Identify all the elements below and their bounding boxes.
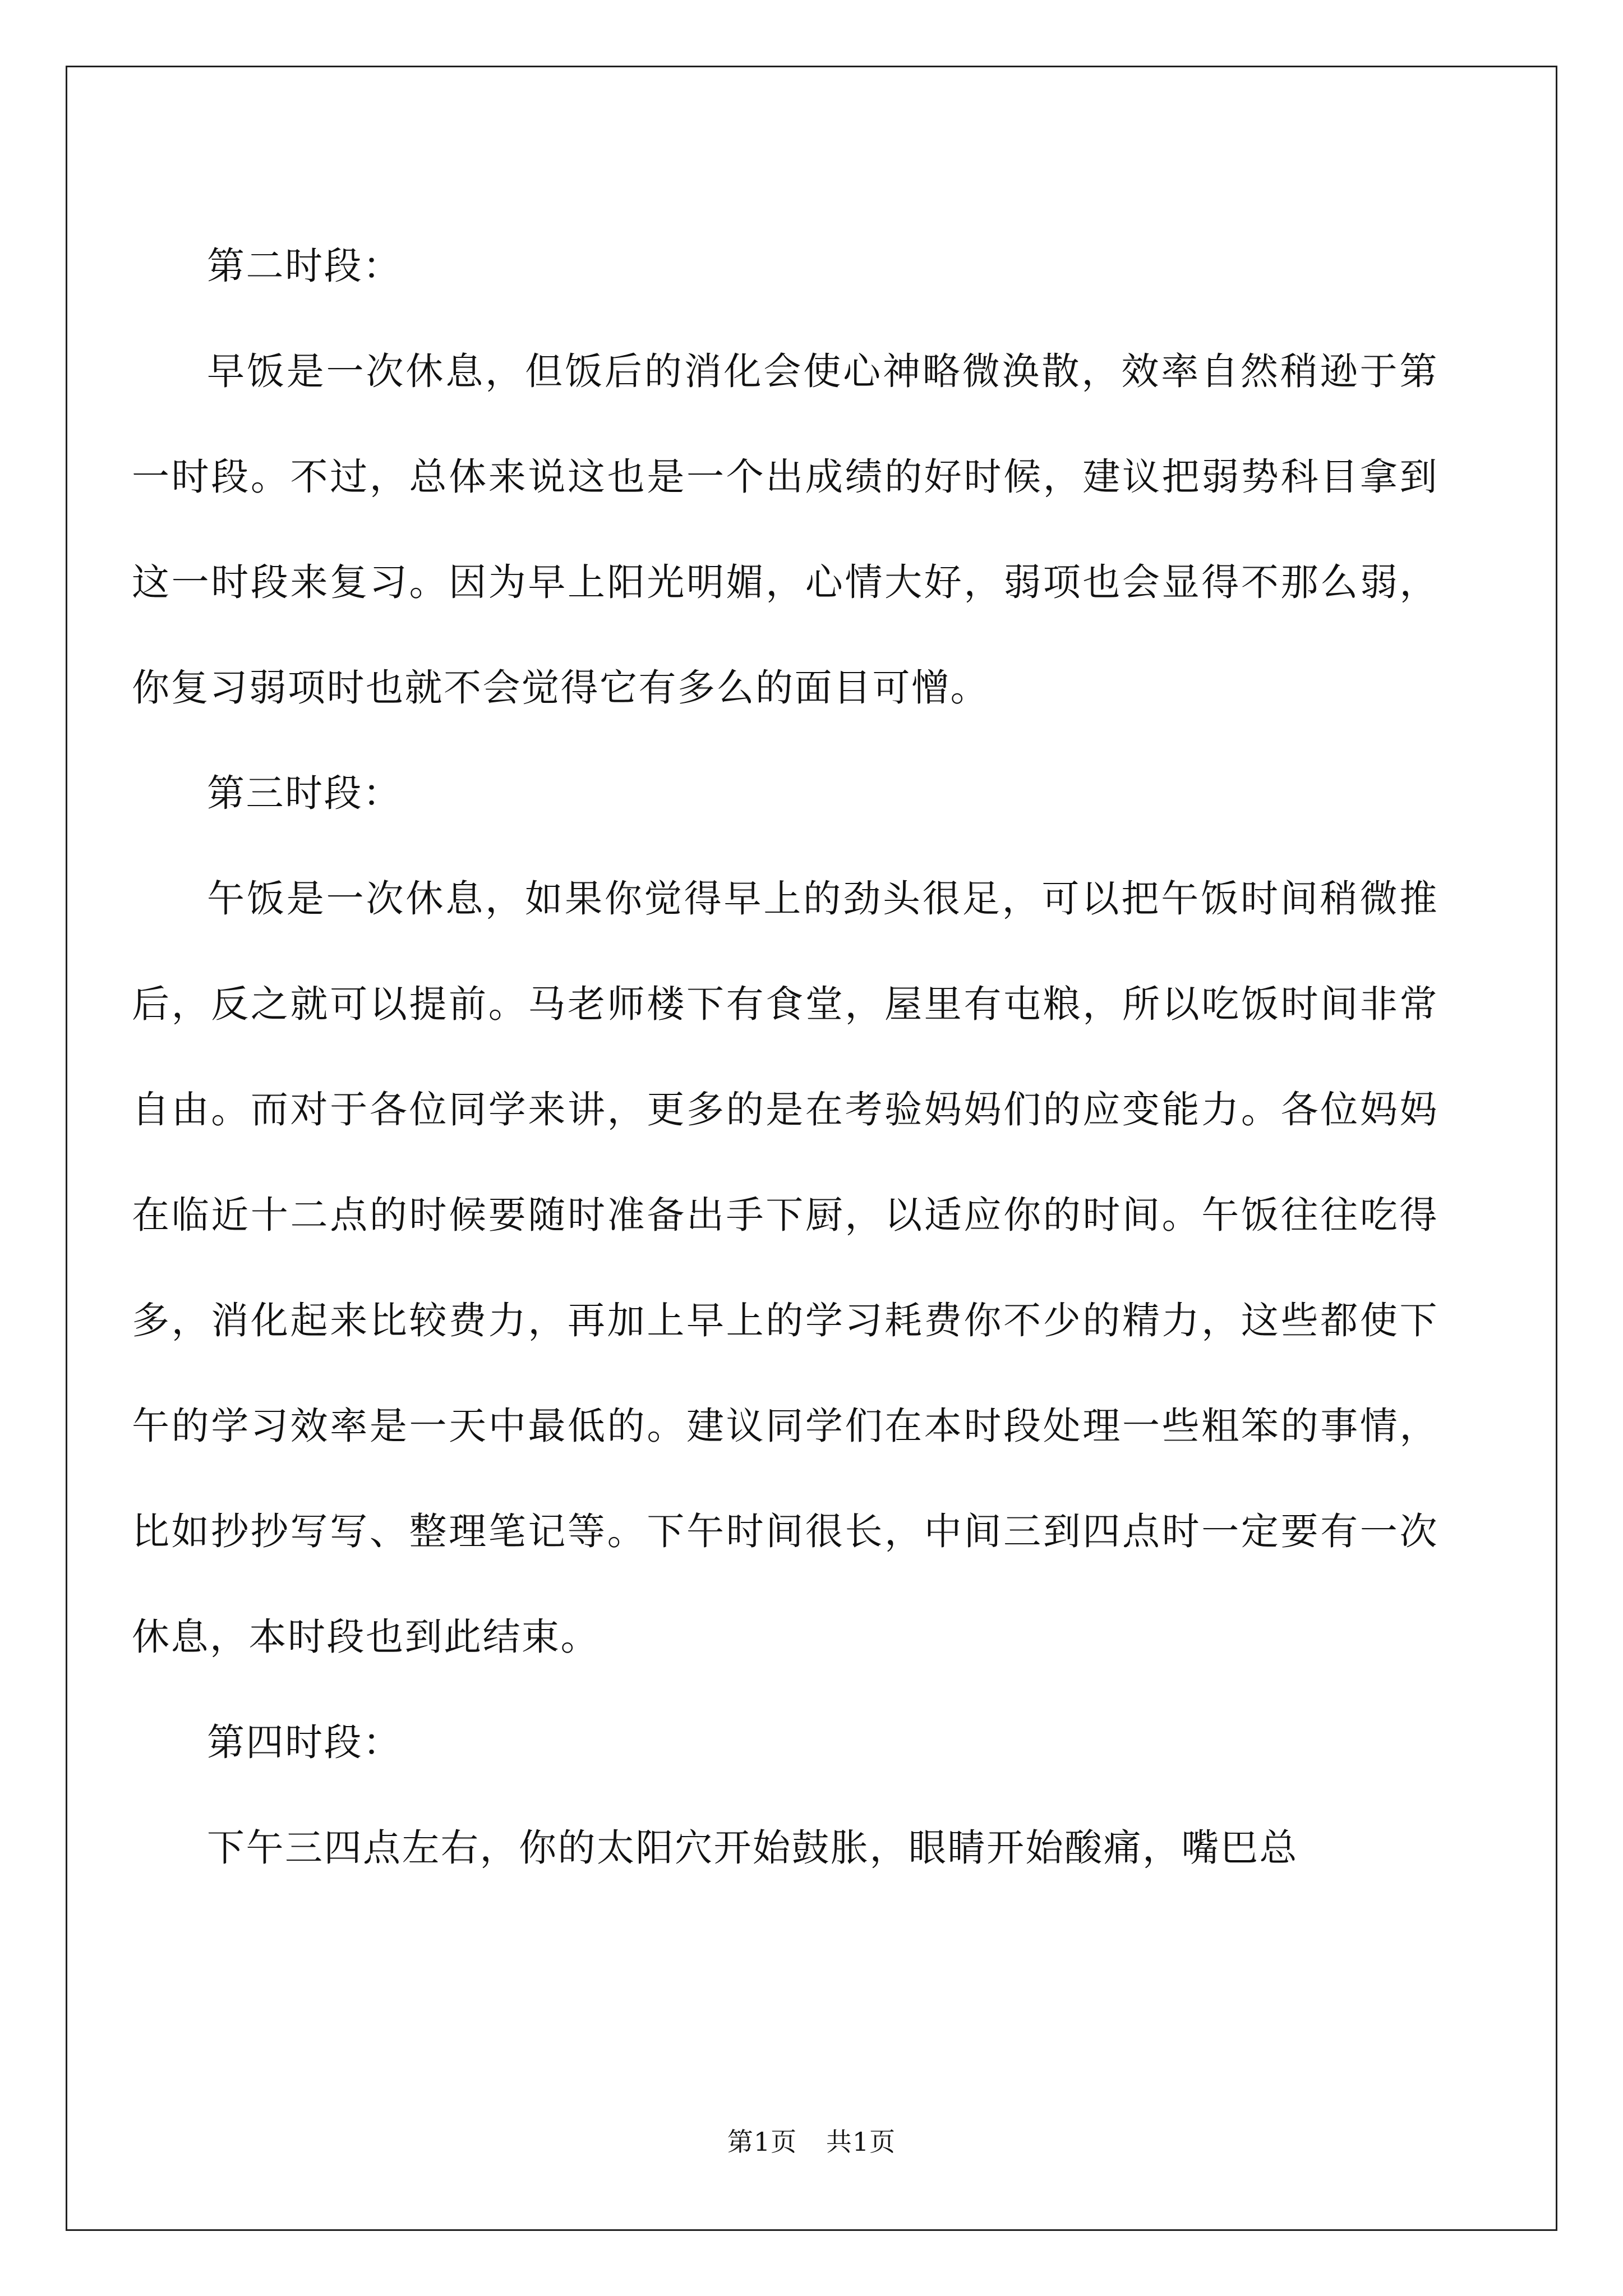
page-footer [0,2122,1623,2159]
section-paragraph-3: 午饭是一次休息，如果你觉得早上的劲头很足，可以把午饭时间稍微推后，反之就可以提前。马老师楼下有食堂，屋里有屯粮，所以吃饭时间非常自由。而对于各位同学来讲，更多的是在考验妈妈们的应变能力。各位妈妈在临近十二点的时候要随时准备出手下厨，以适应你的时间。午饭往往吃得多，消化起来比较费力，再加上早上的学习耗费你不少的精力，这些都使下午的学习效率是一天中最低的。建议同学们在本时段处理一些粗笨的事情，比如抄抄写写、整理笔记等。下午时间很长，中间三到四点时一定要有一次休息，本时段也到此结束。 [132,877,1438,1659]
page-number-current: 第1页 [727,2127,797,2157]
section-paragraph-4: 下午三四点左右，你的太阳穴开始鼓胀，眼睛开始酸痛，嘴巴总 [207,1826,1298,1870]
section-heading-4: 第四时段： [207,1720,402,1764]
page-number-total: 共1页 [826,2127,896,2157]
document-body [132,213,1438,1901]
section-heading-3: 第三时段： [207,771,402,815]
section-paragraph-2: 早饭是一次休息，但饭后的消化会使心神略微涣散，效率自然稍逊于第一时段。不过，总体来说这也是一个出成绩的好时候，建议把弱势科目拿到这一时段来复习。因为早上阳光明媚，心情大好，弱项也会显得不那么弱，你复习弱项时也就不会觉得它有多么的面目可憎。 [132,349,1438,710]
section-heading-2: 第二时段： [207,244,402,288]
